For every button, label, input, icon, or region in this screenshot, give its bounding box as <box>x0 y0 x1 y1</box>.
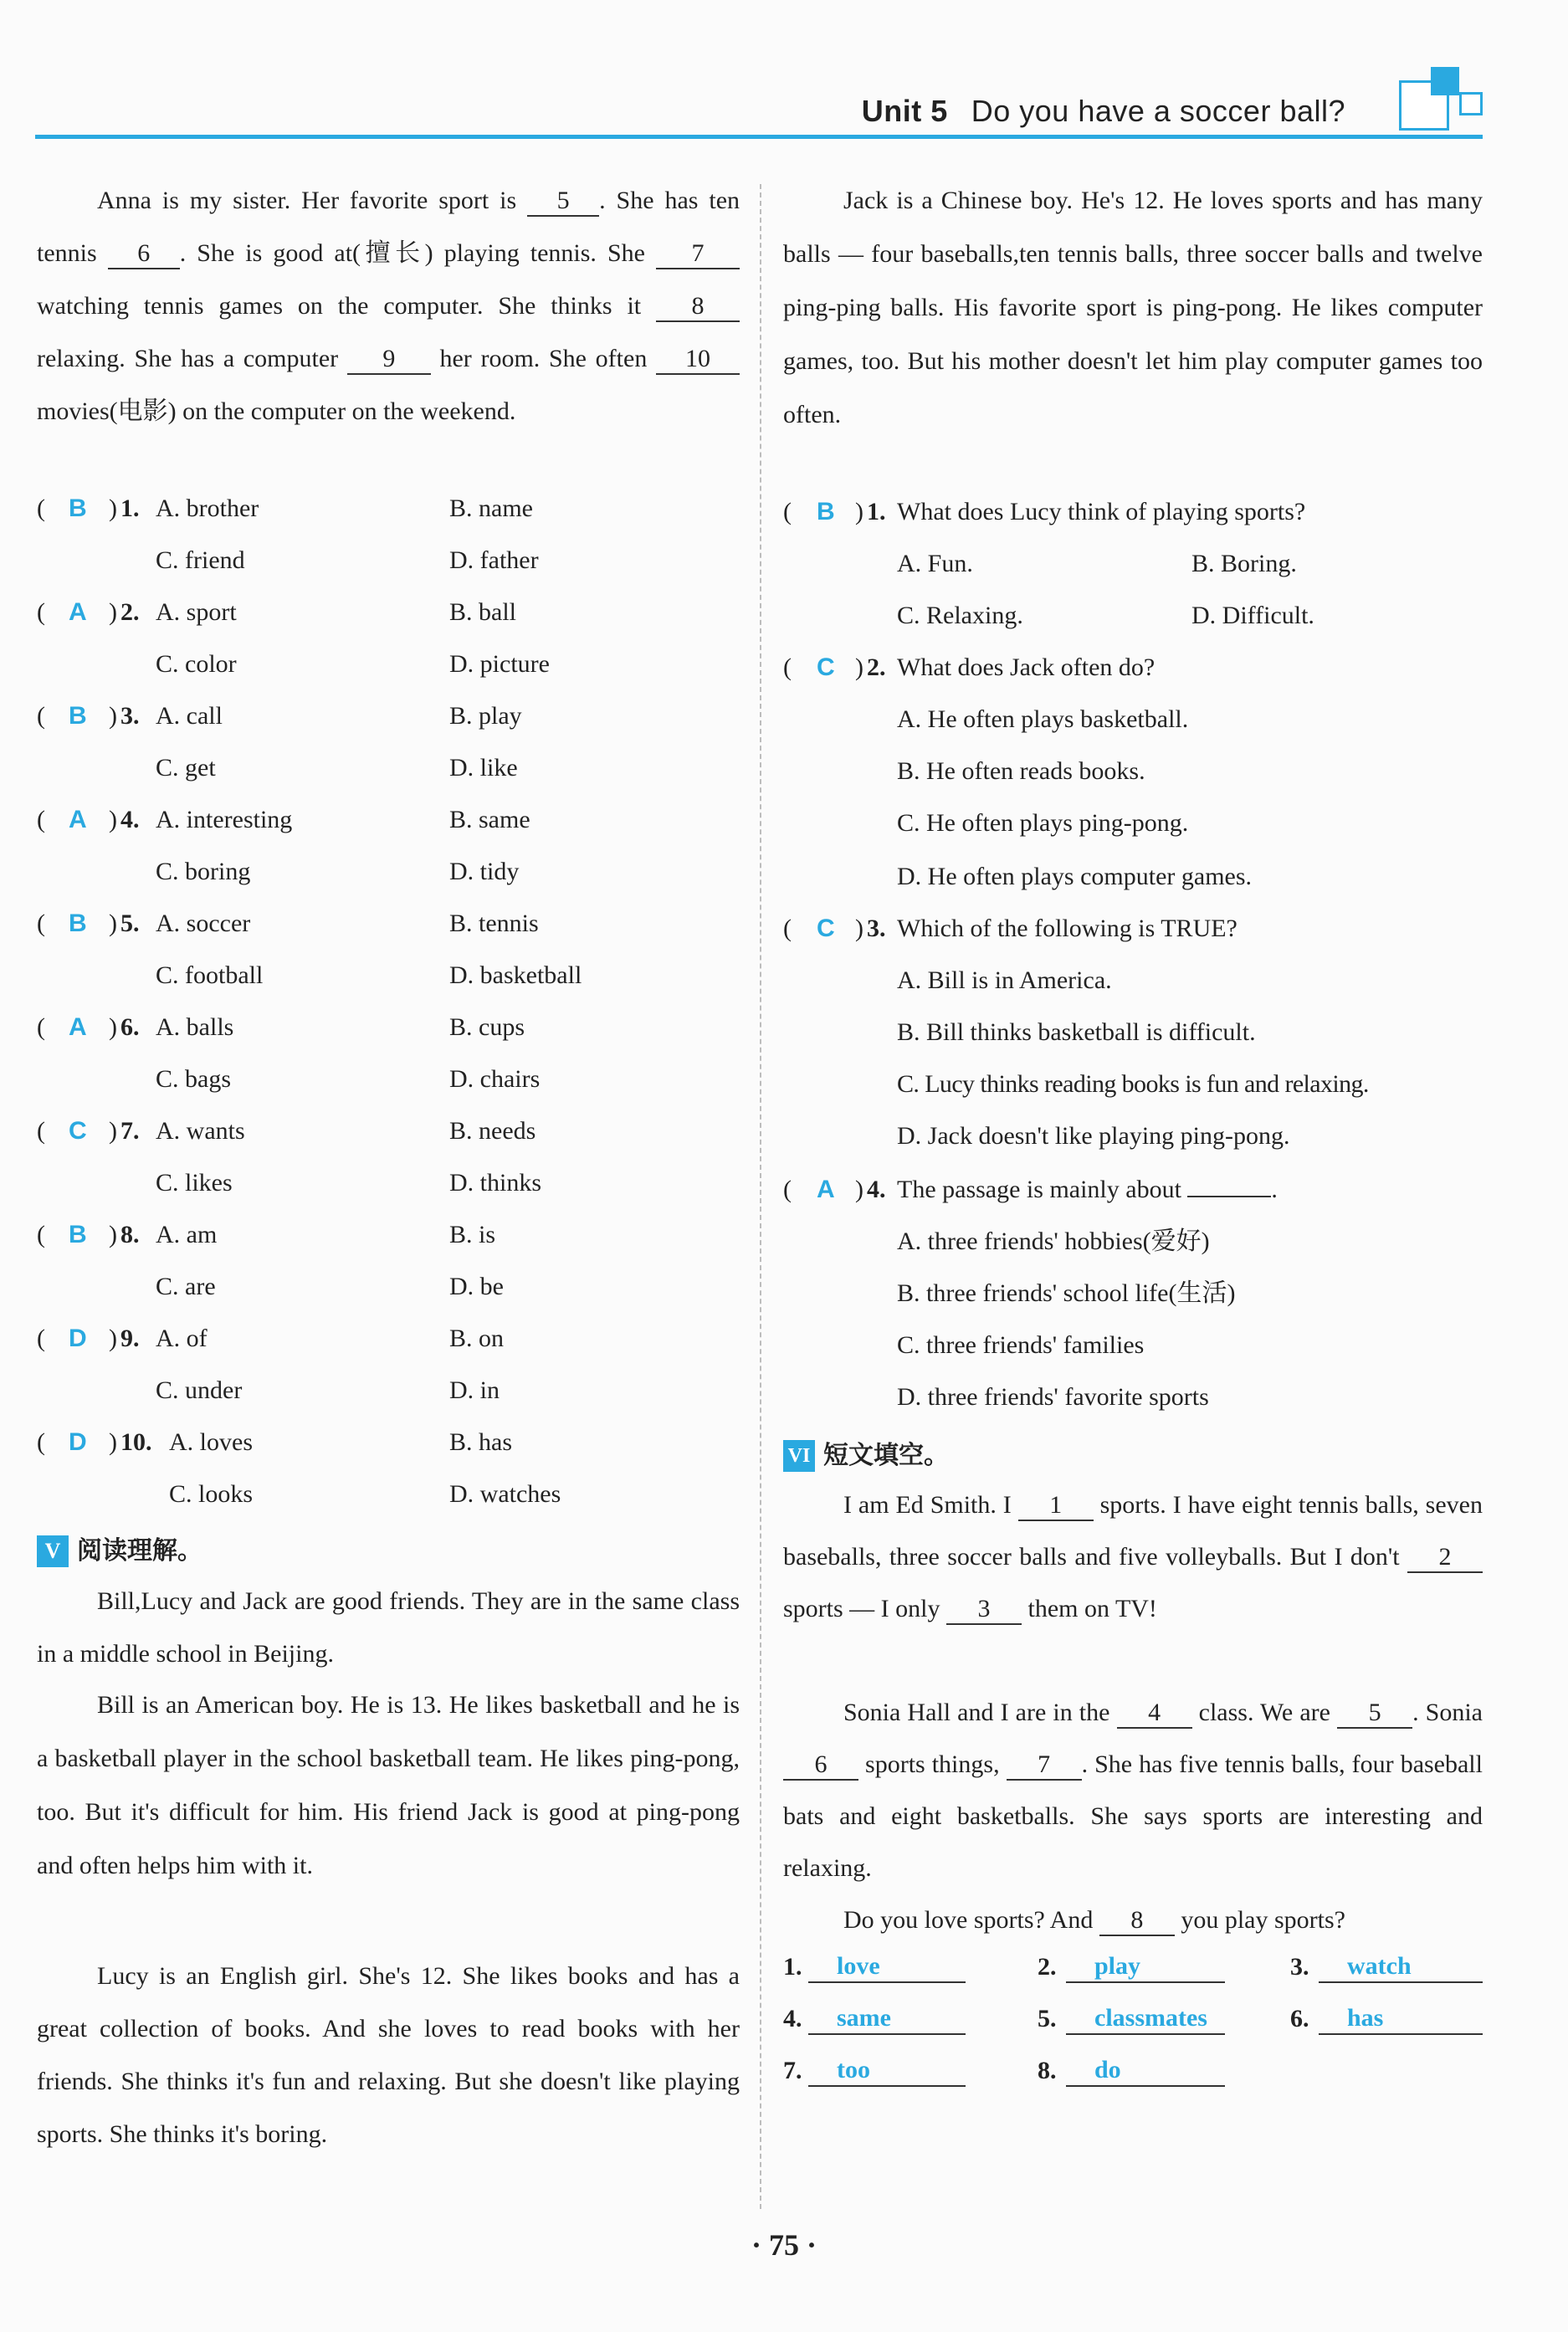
option-b: B. three friends' school life(生活) <box>897 1279 1236 1307</box>
option-c: C. color <box>156 650 237 678</box>
paren: ) <box>109 495 117 522</box>
paren: ) <box>109 598 117 626</box>
option-c: C. bags <box>156 1065 231 1093</box>
question-number: 3. <box>120 702 140 730</box>
option-b: B. ball <box>449 598 516 626</box>
paren: ( <box>783 1176 792 1203</box>
option-a: A. interesting <box>156 806 293 833</box>
paren: ( <box>37 598 45 626</box>
option-b: B. same <box>449 806 530 833</box>
option-a: A. am <box>156 1221 218 1248</box>
option-b: B. on <box>449 1325 505 1352</box>
option-c: C. He often plays ping-pong. <box>897 809 1189 837</box>
answer-letter: C <box>69 1117 87 1145</box>
unit-label: Unit 5 <box>861 94 948 128</box>
answer-word: love <box>808 1950 966 1983</box>
option-b: B. Bill thinks basketball is difficult. <box>897 1018 1256 1046</box>
passage-text: Do you love sports? And <box>843 1906 1099 1934</box>
question-number: 4. <box>120 806 140 833</box>
reading-paragraph: Lucy is an English girl. She's 12. She likes books and has a great collection of books. And she loves to read books with her friends. She thinks it's fun and relaxing. But she doesn't like playing sports. She thinks it's boring. <box>37 1962 740 2148</box>
blank-3: 3 <box>946 1595 1022 1625</box>
answer-number: 3. <box>1290 1953 1309 1981</box>
question-number: 2. <box>867 653 886 681</box>
question-row <box>783 651 1483 684</box>
option-d: D. basketball <box>449 961 582 989</box>
option-d: D. in <box>449 1376 500 1404</box>
passage-text: you play sports? <box>1174 1906 1345 1934</box>
passage-text: sports things, <box>858 1750 1007 1778</box>
passage-text: . She is good at(擅长) playing tennis. She <box>179 239 656 267</box>
question-number: 9. <box>120 1325 140 1352</box>
answer-letter: B <box>69 1221 87 1248</box>
question-number: 1. <box>120 495 140 522</box>
blank-9: 9 <box>347 345 431 375</box>
passage-text: . She has five tennis balls, four baseball bats and eight basketballs. She says sports are interesting and relaxing. <box>783 1750 1483 1882</box>
paren: ( <box>783 915 792 942</box>
paren: ) <box>109 1221 117 1248</box>
answer-word: play <box>1066 1950 1225 1983</box>
answer-blank <box>1187 1196 1271 1197</box>
section-title: 阅读理解。 <box>77 1536 202 1566</box>
blank-8: 8 <box>1099 1906 1175 1936</box>
question-row <box>37 1478 740 1511</box>
option-c: C. Relaxing. <box>897 602 1023 629</box>
blank-8: 8 <box>656 292 740 322</box>
section-number: V <box>37 1535 69 1567</box>
option-a: A. of <box>156 1325 208 1352</box>
answer-number: 2. <box>1038 1953 1057 1981</box>
question-row <box>37 751 740 785</box>
option-c: C. football <box>156 961 264 989</box>
paren: ) <box>109 702 117 730</box>
option-a: A. Fun. <box>897 550 973 577</box>
blank-4: 4 <box>1117 1699 1192 1729</box>
option-c: C. three friends' families <box>897 1331 1145 1359</box>
question-row <box>783 1173 1483 1207</box>
passage-text: sports — I only <box>783 1595 946 1622</box>
option-a: A. three friends' hobbies(爱好) <box>897 1228 1210 1255</box>
question-row <box>37 1166 740 1200</box>
section-number: VI <box>783 1440 815 1472</box>
page-header <box>35 59 1483 139</box>
answer-letter: B <box>69 495 87 522</box>
fill-paragraph <box>783 1687 1483 1894</box>
unit-title <box>862 94 1345 129</box>
answer-letter: B <box>817 498 835 525</box>
passage-text: Anna is my sister. Her favorite sport is <box>97 187 528 214</box>
question-stem: What does Jack often do? <box>897 653 1156 681</box>
answer-number: 6. <box>1290 2005 1309 2032</box>
blank-6: 6 <box>108 239 180 269</box>
option-a: A. balls <box>156 1013 234 1041</box>
option-a: A. He often plays basketball. <box>897 705 1189 733</box>
answer-word: classmates <box>1066 2001 1225 2035</box>
passage-text: sports. I have eight tennis balls, seven baseballs, three soccer balls and five volleyballs. But I don't <box>783 1491 1483 1571</box>
answer-letter: B <box>69 702 87 730</box>
option-d: D. He often plays computer games. <box>897 863 1253 890</box>
option-d: D. Difficult. <box>1191 602 1314 629</box>
option-a: A. soccer <box>156 910 251 937</box>
paren: ) <box>855 498 863 525</box>
option-b: B. He often reads books. <box>897 757 1145 785</box>
answer-number: 7. <box>783 2057 802 2084</box>
question-number: 8. <box>120 1221 140 1248</box>
reading-paragraph: Jack is a Chinese boy. He's 12. He loves sports and has many balls — four baseballs,ten tennis balls, three soccer balls and twelve ping-ping balls. His favorite sport is ping-pong. He likes computer games, too. But his mother doesn't let him play computer games too often. <box>783 187 1483 428</box>
question-row <box>37 1218 740 1252</box>
option-a: A. brother <box>156 495 259 522</box>
option-c: C. likes <box>156 1169 233 1197</box>
question-number: 5. <box>120 910 140 937</box>
option-d: D. tidy <box>449 858 520 885</box>
paren: ) <box>109 1428 117 1456</box>
question-number: 7. <box>120 1117 140 1145</box>
option-c: C. Lucy thinks reading books is fun and relaxing. <box>897 1070 1369 1098</box>
option-d: D. like <box>449 754 518 782</box>
option-c: C. boring <box>156 858 251 885</box>
option-a: A. Bill is in America. <box>897 966 1112 994</box>
answer-letter: C <box>817 653 835 681</box>
section-title: 短文填空。 <box>823 1441 949 1471</box>
answer-letter: A <box>69 598 87 626</box>
passage-text: Sonia Hall and I are in the <box>843 1699 1117 1726</box>
page-number: · 75 · <box>751 2228 817 2262</box>
option-d: D. chairs <box>449 1065 541 1093</box>
passage-text: them on TV! <box>1022 1595 1157 1622</box>
question-number: 3. <box>867 915 886 942</box>
answer-letter: B <box>69 910 87 937</box>
paren: ( <box>37 1013 45 1041</box>
option-b: B. is <box>449 1221 496 1248</box>
question-number: 2. <box>120 598 140 626</box>
paren: ( <box>37 702 45 730</box>
answer-letter: A <box>69 806 87 833</box>
answer-letter: A <box>817 1176 835 1203</box>
answer-word: too <box>808 2053 966 2087</box>
passage-text: . She has ten tennis <box>37 187 740 267</box>
option-d: D. be <box>449 1273 504 1300</box>
paren: ) <box>109 1117 117 1145</box>
passage-text: movies(电影) on the computer on the weekend. <box>37 397 516 425</box>
option-b: B. cups <box>449 1013 525 1041</box>
answer-number: 8. <box>1038 2057 1057 2084</box>
question-row <box>37 1270 740 1304</box>
question-stem: Which of the following is TRUE? <box>897 915 1237 942</box>
question-row <box>37 1115 740 1148</box>
answer-letter: D <box>69 1325 87 1352</box>
blank-5: 5 <box>1337 1699 1412 1729</box>
question-row <box>37 596 740 629</box>
column-divider <box>760 184 761 2209</box>
answer-word: do <box>1066 2053 1225 2087</box>
question-row <box>37 1322 740 1356</box>
paren: ) <box>109 806 117 833</box>
paren: ( <box>783 653 792 681</box>
blank-2: 2 <box>1407 1543 1483 1573</box>
answer-number: 5. <box>1038 2005 1057 2032</box>
question-row <box>37 544 740 577</box>
answer-word: same <box>808 2001 966 2035</box>
question-stem: The passage is mainly about . <box>897 1176 1278 1203</box>
header-rule <box>35 135 1483 139</box>
option-a: A. call <box>156 702 223 730</box>
question-number: 4. <box>867 1176 886 1203</box>
paren: ( <box>37 1117 45 1145</box>
question-row <box>37 700 740 733</box>
paren: ) <box>855 915 863 942</box>
paren: ( <box>37 910 45 937</box>
option-d: D. Jack doesn't like playing ping-pong. <box>897 1122 1290 1150</box>
section-heading-fill <box>783 1436 949 1473</box>
question-row <box>37 1063 740 1096</box>
question-stem-text: The passage is mainly about <box>897 1176 1181 1203</box>
fill-paragraph <box>783 1894 1483 1946</box>
question-row <box>37 855 740 889</box>
answer-letter: D <box>69 1428 87 1456</box>
question-row <box>37 803 740 837</box>
blank-7: 7 <box>656 239 740 269</box>
option-b: B. needs <box>449 1117 536 1145</box>
option-d: D. picture <box>449 650 550 678</box>
corner-square-decoration <box>1459 92 1483 115</box>
question-row <box>37 1426 740 1459</box>
option-c: C. get <box>156 754 216 782</box>
option-b: B. has <box>449 1428 512 1456</box>
question-row <box>37 907 740 940</box>
cloze-passage <box>37 174 740 438</box>
paren: ) <box>855 653 863 681</box>
paren: ( <box>783 498 792 525</box>
passage-text: watching tennis games on the computer. She thinks it <box>37 292 656 320</box>
option-a: A. loves <box>169 1428 253 1456</box>
blank-6: 6 <box>783 1750 858 1781</box>
option-a: A. sport <box>156 598 237 626</box>
question-row <box>37 1011 740 1044</box>
blank-5: 5 <box>527 187 599 217</box>
reading-paragraph: Bill,Lucy and Jack are good friends. They are in the same class in a middle school in Beijing. <box>37 1587 740 1668</box>
question-row <box>37 959 740 992</box>
blank-1: 1 <box>1018 1491 1094 1521</box>
paren: ) <box>855 1176 863 1203</box>
option-c: C. under <box>156 1376 243 1404</box>
option-d: D. watches <box>449 1480 561 1508</box>
paren: ) <box>109 1013 117 1041</box>
paren: ) <box>109 910 117 937</box>
paren: ( <box>37 495 45 522</box>
option-d: D. three friends' favorite sports <box>897 1383 1209 1411</box>
blank-10: 10 <box>656 345 740 375</box>
paren: ( <box>37 806 45 833</box>
answer-number: 4. <box>783 2005 802 2032</box>
passage-text: I am Ed Smith. I <box>843 1491 1018 1519</box>
answer-letter: C <box>817 915 835 942</box>
unit-subtitle: Do you have a soccer ball? <box>971 94 1345 128</box>
option-d: D. father <box>449 546 539 574</box>
option-b: B. name <box>449 495 533 522</box>
answer-word: watch <box>1319 1950 1483 1983</box>
question-row <box>37 1374 740 1407</box>
question-stem: What does Lucy think of playing sports? <box>897 498 1306 525</box>
paren: ( <box>37 1325 45 1352</box>
option-d: D. thinks <box>449 1169 542 1197</box>
option-c: C. friend <box>156 546 245 574</box>
passage-text: relaxing. She has a computer <box>37 345 347 372</box>
question-row <box>37 492 740 525</box>
question-row <box>783 495 1483 529</box>
option-b: B. play <box>449 702 522 730</box>
question-number: 10. <box>120 1428 152 1456</box>
question-number: 1. <box>867 498 886 525</box>
option-c: C. are <box>156 1273 216 1300</box>
corner-square-decoration <box>1431 67 1459 95</box>
paren: ) <box>109 1325 117 1352</box>
paren: ( <box>37 1221 45 1248</box>
passage-text: class. We are <box>1191 1699 1338 1726</box>
answer-word: has <box>1319 2001 1483 2035</box>
option-b: B. tennis <box>449 910 539 937</box>
reading-paragraph: Bill is an American boy. He is 13. He likes basketball and he is a basketball player in the school basketball team. He likes ping-pong, too. But it's difficult for him. His friend Jack is good at ping-pong and often helps him with it. <box>37 1691 740 1879</box>
question-row <box>783 912 1483 946</box>
question-row <box>37 648 740 681</box>
paren: ( <box>37 1428 45 1456</box>
option-c: C. looks <box>169 1480 254 1508</box>
option-b: B. Boring. <box>1191 550 1297 577</box>
question-number: 6. <box>120 1013 140 1041</box>
fill-paragraph <box>783 1479 1483 1635</box>
passage-text: . Sonia <box>1412 1699 1483 1726</box>
section-heading-reading <box>37 1531 202 1568</box>
answer-number: 1. <box>783 1953 802 1981</box>
passage-text: her room. She often <box>430 345 656 372</box>
option-a: A. wants <box>156 1117 245 1145</box>
blank-7: 7 <box>1007 1750 1082 1781</box>
answer-letter: A <box>69 1013 87 1041</box>
